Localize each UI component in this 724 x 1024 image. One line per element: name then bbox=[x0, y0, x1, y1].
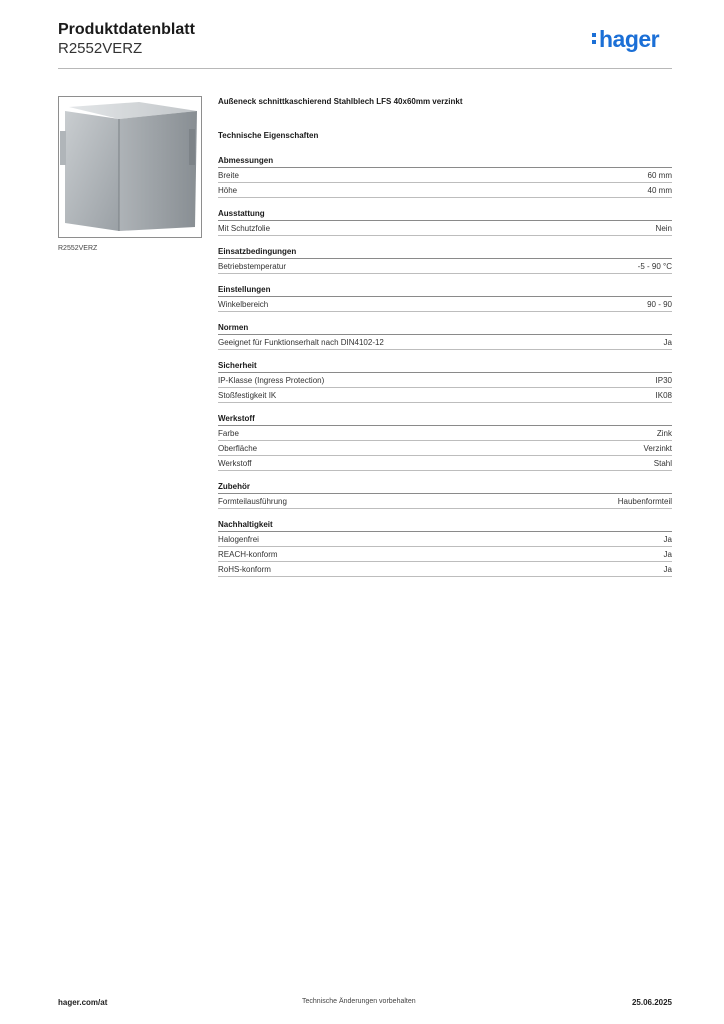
property-row bbox=[218, 441, 672, 456]
section-title: Sicherheit bbox=[218, 359, 672, 373]
property-label: REACH-konform bbox=[218, 550, 278, 559]
property-label: Breite bbox=[218, 171, 239, 180]
property-row bbox=[218, 562, 672, 577]
property-row bbox=[218, 259, 672, 274]
property-label: Mit Schutzfolie bbox=[218, 224, 271, 233]
section-title: Einstellungen bbox=[218, 283, 672, 297]
property-row bbox=[218, 335, 672, 350]
property-label: IP-Klasse (Ingress Protection) bbox=[218, 376, 325, 385]
property-section bbox=[218, 154, 672, 198]
property-value: Haubenformteil bbox=[617, 497, 672, 506]
footer-date: 25.06.2025 bbox=[631, 998, 672, 1007]
property-section bbox=[218, 480, 672, 509]
image-caption: R2552VERZ bbox=[58, 245, 98, 252]
property-value: Nein bbox=[655, 224, 672, 233]
property-section bbox=[218, 283, 672, 312]
property-row bbox=[218, 426, 672, 441]
property-label: Stoßfestigkeit IK bbox=[218, 391, 277, 400]
footer-website: hager.com/at bbox=[58, 998, 108, 1007]
header-divider bbox=[58, 68, 672, 69]
property-section bbox=[218, 321, 672, 350]
property-row bbox=[218, 547, 672, 562]
document-title: Produktdatenblatt bbox=[58, 21, 195, 38]
property-row bbox=[218, 168, 672, 183]
property-value: Ja bbox=[663, 338, 672, 347]
property-value: 90 - 90 bbox=[647, 300, 672, 309]
section-spacer bbox=[218, 403, 672, 412]
tech-properties-heading: Technische Eigenschaften bbox=[218, 131, 319, 140]
property-section bbox=[218, 245, 672, 274]
product-image bbox=[58, 96, 202, 238]
product-title: Außeneck schnittkaschierend Stahlblech LFS 40x60mm verzinkt bbox=[218, 97, 463, 106]
property-row bbox=[218, 373, 672, 388]
property-value: Verzinkt bbox=[643, 444, 672, 453]
property-label: Werkstoff bbox=[218, 459, 252, 468]
property-section bbox=[218, 412, 672, 471]
section-spacer bbox=[218, 509, 672, 518]
property-row bbox=[218, 456, 672, 471]
logo-text: hager bbox=[599, 26, 660, 52]
section-spacer bbox=[218, 274, 672, 283]
property-label: RoHS-konform bbox=[218, 565, 271, 574]
property-section bbox=[218, 207, 672, 236]
hager-logo bbox=[592, 26, 659, 53]
section-title: Ausstattung bbox=[218, 207, 672, 221]
section-title: Einsatzbedingungen bbox=[218, 245, 672, 259]
property-row bbox=[218, 183, 672, 198]
property-value: Ja bbox=[663, 535, 672, 544]
property-value: Zink bbox=[656, 429, 672, 438]
property-label: Halogenfrei bbox=[218, 535, 259, 544]
section-title: Normen bbox=[218, 321, 672, 335]
property-value: -5 - 90 °C bbox=[637, 262, 672, 271]
property-row bbox=[218, 221, 672, 236]
section-spacer bbox=[218, 198, 672, 207]
property-row bbox=[218, 532, 672, 547]
property-label: Betriebstemperatur bbox=[218, 262, 287, 271]
section-spacer bbox=[218, 471, 672, 480]
property-label: Geeignet für Funktionserhalt nach DIN4102-12 bbox=[218, 338, 384, 347]
section-spacer bbox=[218, 312, 672, 321]
section-title: Werkstoff bbox=[218, 412, 672, 426]
product-code: R2552VERZ bbox=[58, 40, 143, 57]
property-row bbox=[218, 297, 672, 312]
property-section bbox=[218, 359, 672, 403]
section-title: Nachhaltigkeit bbox=[218, 518, 672, 532]
metal-corner-fitting-icon bbox=[59, 97, 201, 237]
property-label: Formteilausführung bbox=[218, 497, 287, 506]
property-section bbox=[218, 518, 672, 577]
property-value: 60 mm bbox=[647, 171, 672, 180]
property-label: Farbe bbox=[218, 429, 239, 438]
section-title: Zubehör bbox=[218, 480, 672, 494]
property-value: Ja bbox=[663, 550, 672, 559]
property-label: Winkelbereich bbox=[218, 300, 269, 309]
properties-table bbox=[218, 154, 672, 577]
property-value: Ja bbox=[663, 565, 672, 574]
section-spacer bbox=[218, 236, 672, 245]
section-title: Abmessungen bbox=[218, 154, 672, 168]
logo-dots-icon bbox=[592, 33, 597, 47]
property-row bbox=[218, 494, 672, 509]
property-value: IK08 bbox=[655, 391, 672, 400]
property-row bbox=[218, 388, 672, 403]
section-spacer bbox=[218, 350, 672, 359]
property-label: Höhe bbox=[218, 186, 238, 195]
property-value: Stahl bbox=[653, 459, 672, 468]
property-label: Oberfläche bbox=[218, 444, 258, 453]
footer-notice: Technische Änderungen vorbehalten bbox=[302, 998, 416, 1005]
property-value: IP30 bbox=[655, 376, 672, 385]
property-value: 40 mm bbox=[647, 186, 672, 195]
